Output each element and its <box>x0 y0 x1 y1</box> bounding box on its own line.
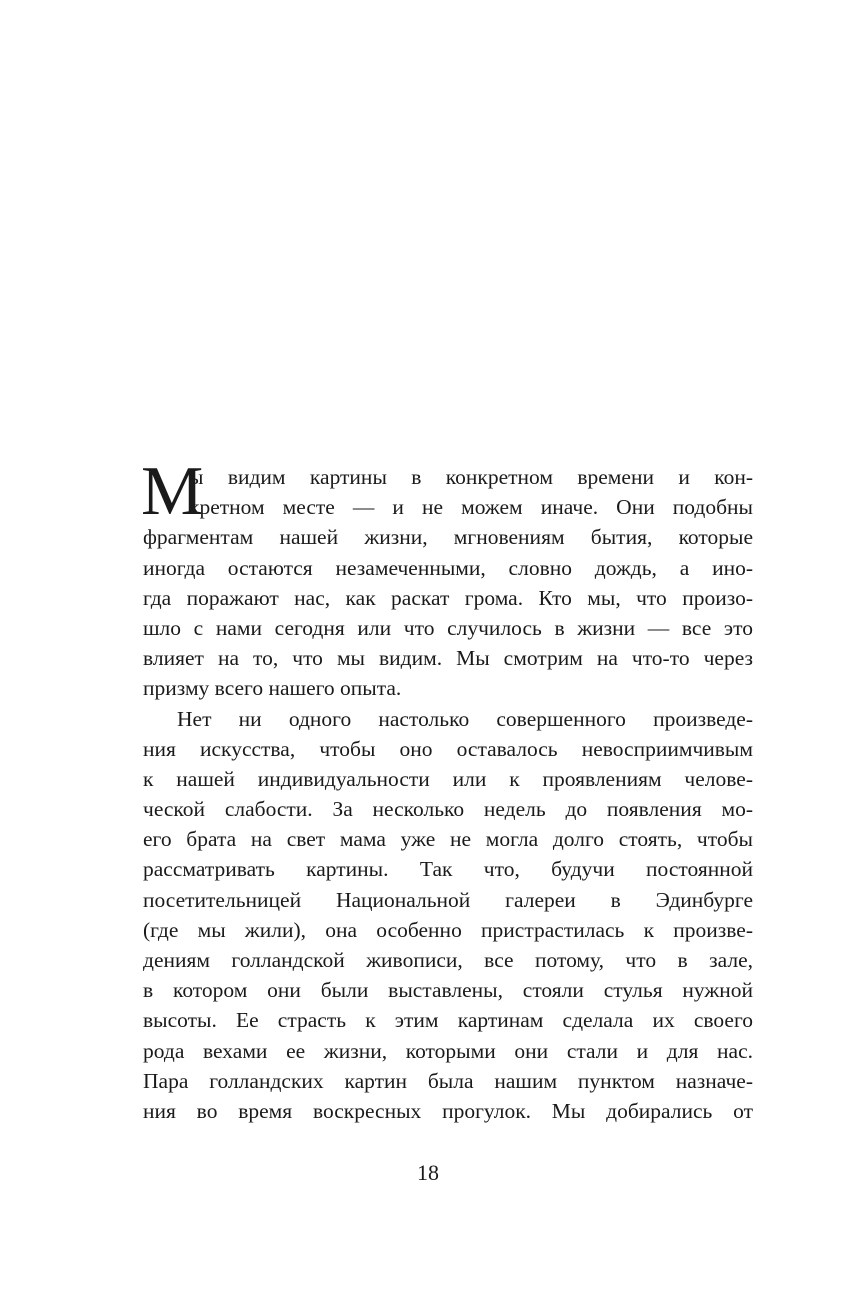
paragraph-2 <box>143 704 753 1127</box>
text-line: влияет на то, что мы видим. Мы смотрим на что-то через <box>143 646 753 671</box>
text-line: ы видим картины в конкретном времени и кон- <box>189 465 753 489</box>
text-line: Нет ни одного настолько совершенного произведе- <box>177 706 753 731</box>
body-text <box>141 453 753 1126</box>
text-line: ния искусства, чтобы оно оставалось невосприимчивым <box>143 736 753 761</box>
page-number: 18 <box>417 1160 439 1185</box>
text-line: ческой слабости. За несколько недель до появления мо- <box>143 797 753 822</box>
text-line: иногда остаются незамеченными, словно дождь, а ино- <box>143 555 753 580</box>
text-line: его брата на свет мама уже не могла долго стоять, чтобы <box>143 827 753 852</box>
text-line: Пара голландских картин была нашим пунктом назначе- <box>143 1068 753 1093</box>
text-line: рода вехами ее жизни, которыми они стали и для нас. <box>143 1038 753 1063</box>
text-line: (где мы жили), она особенно пристрастилась к произве- <box>143 917 753 942</box>
text-line: посетительницей Национальной галереи в Эдинбурге <box>143 887 753 912</box>
text-line: шло с нами сегодня или что случилось в жизни — все это <box>143 615 753 640</box>
text-line: в котором они были выставлены, стояли стулья нужной <box>143 978 753 1003</box>
text-line: высоты. Ее страсть к этим картинам сделала их своего <box>143 1008 753 1033</box>
text-line: дениям голландской живописи, все потому, что в зале, <box>143 948 753 972</box>
paragraph-1 <box>141 453 753 704</box>
text-line: фрагментам нашей жизни, мгновениям бытия, которые <box>143 525 753 550</box>
text-line: к нашей индивидуальности или к проявлениям челове- <box>143 766 753 791</box>
text-line: ния во время воскресных прогулок. Мы добирались от <box>143 1098 753 1123</box>
drop-cap: М <box>141 453 204 530</box>
text-line: призму всего нашего опыта. <box>143 676 402 701</box>
text-line: гда поражают нас, как раскат грома. Кто мы, что произо- <box>143 585 753 610</box>
text-line: рассматривать картины. Так что, будучи постоянной <box>143 857 753 882</box>
text-line: кретном месте — и не можем иначе. Они подобны <box>189 495 753 520</box>
